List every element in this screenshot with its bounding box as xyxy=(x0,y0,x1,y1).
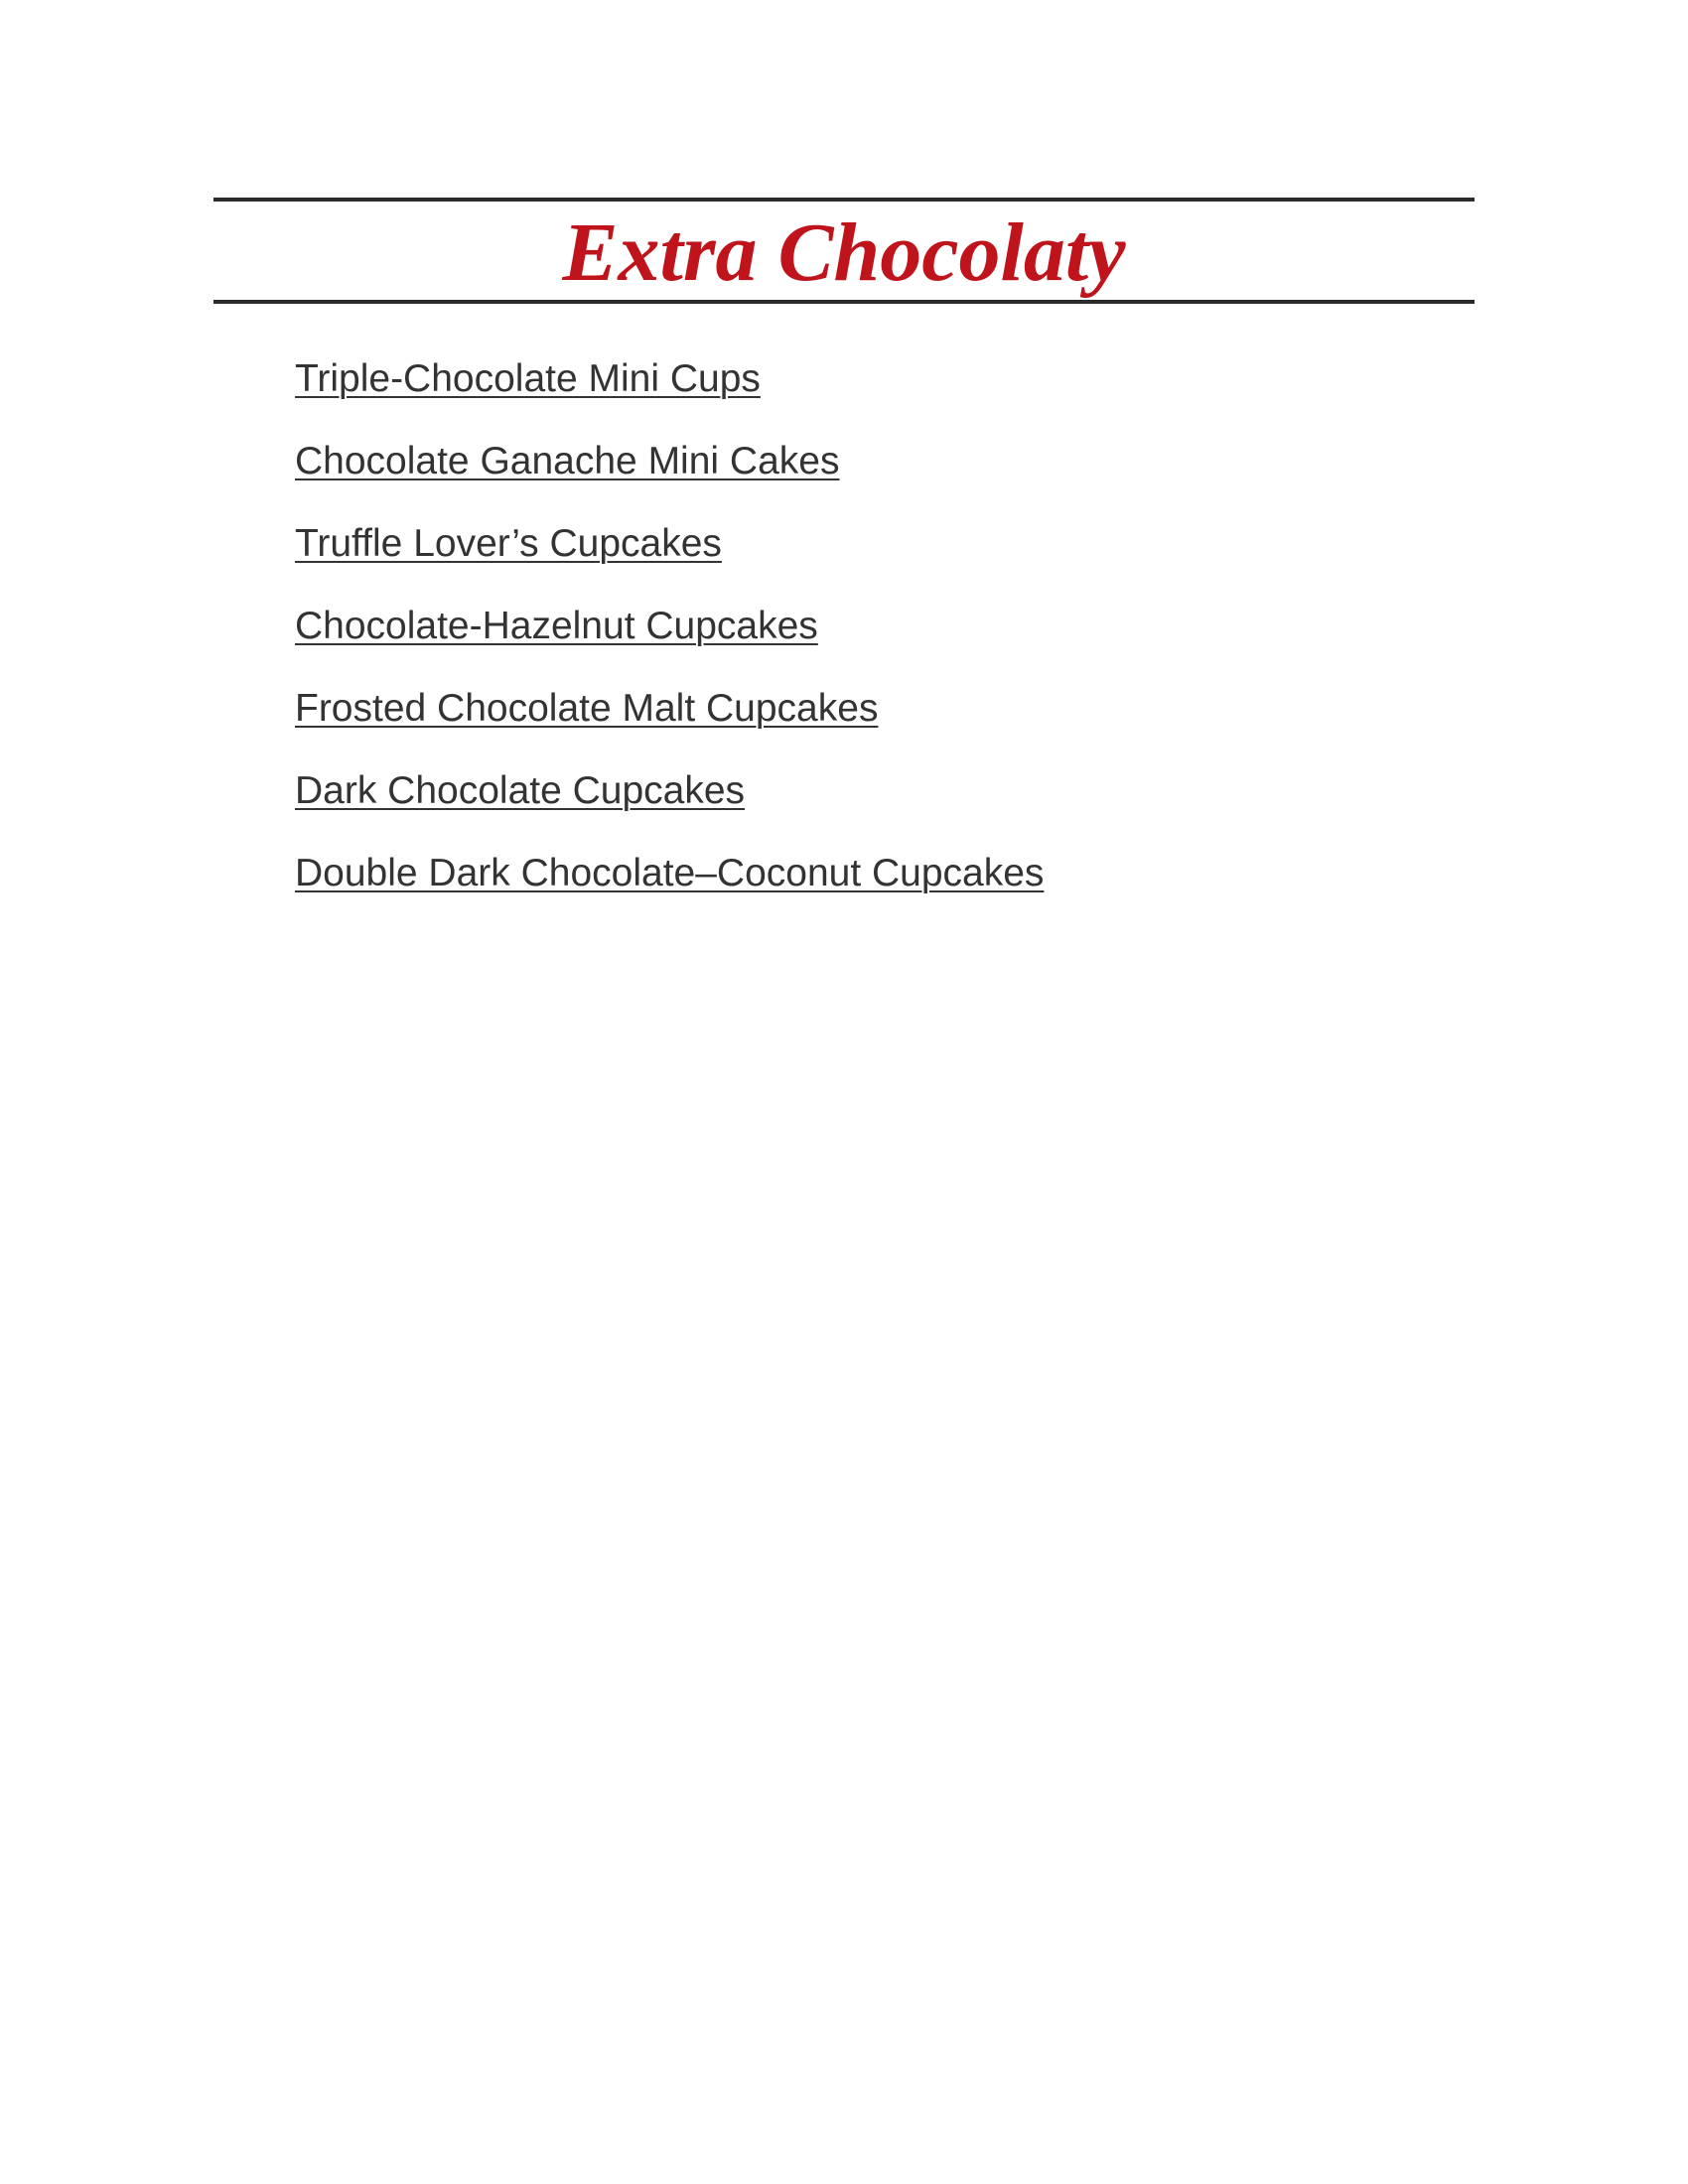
list-item xyxy=(295,349,1044,432)
recipe-link-truffle-lovers-cupcakes[interactable]: Truffle Lover’s Cupcakes xyxy=(295,522,722,565)
recipe-link-frosted-chocolate-malt-cupcakes[interactable]: Frosted Chocolate Malt Cupcakes xyxy=(295,687,879,730)
list-item xyxy=(295,844,1044,926)
recipe-link-chocolate-ganache-mini-cakes[interactable]: Chocolate Ganache Mini Cakes xyxy=(295,440,840,482)
recipe-link-dark-chocolate-cupcakes[interactable]: Dark Chocolate Cupcakes xyxy=(295,769,746,812)
title-bottom-rule xyxy=(213,300,1475,304)
list-item xyxy=(295,597,1044,679)
page-title: Extra Chocolaty xyxy=(562,206,1126,299)
list-item xyxy=(295,432,1044,514)
recipe-link-double-dark-chocolate-coconut-cupcakes[interactable]: Double Dark Chocolate–Coconut Cupcakes xyxy=(295,852,1045,894)
recipe-link-triple-chocolate-mini-cups[interactable]: Triple-Chocolate Mini Cups xyxy=(295,357,761,400)
list-item xyxy=(295,761,1044,844)
recipe-list xyxy=(295,349,1044,926)
title-top-rule xyxy=(213,198,1475,202)
recipe-link-chocolate-hazelnut-cupcakes[interactable]: Chocolate-Hazelnut Cupcakes xyxy=(295,605,818,647)
list-item xyxy=(295,514,1044,597)
list-item xyxy=(295,679,1044,761)
